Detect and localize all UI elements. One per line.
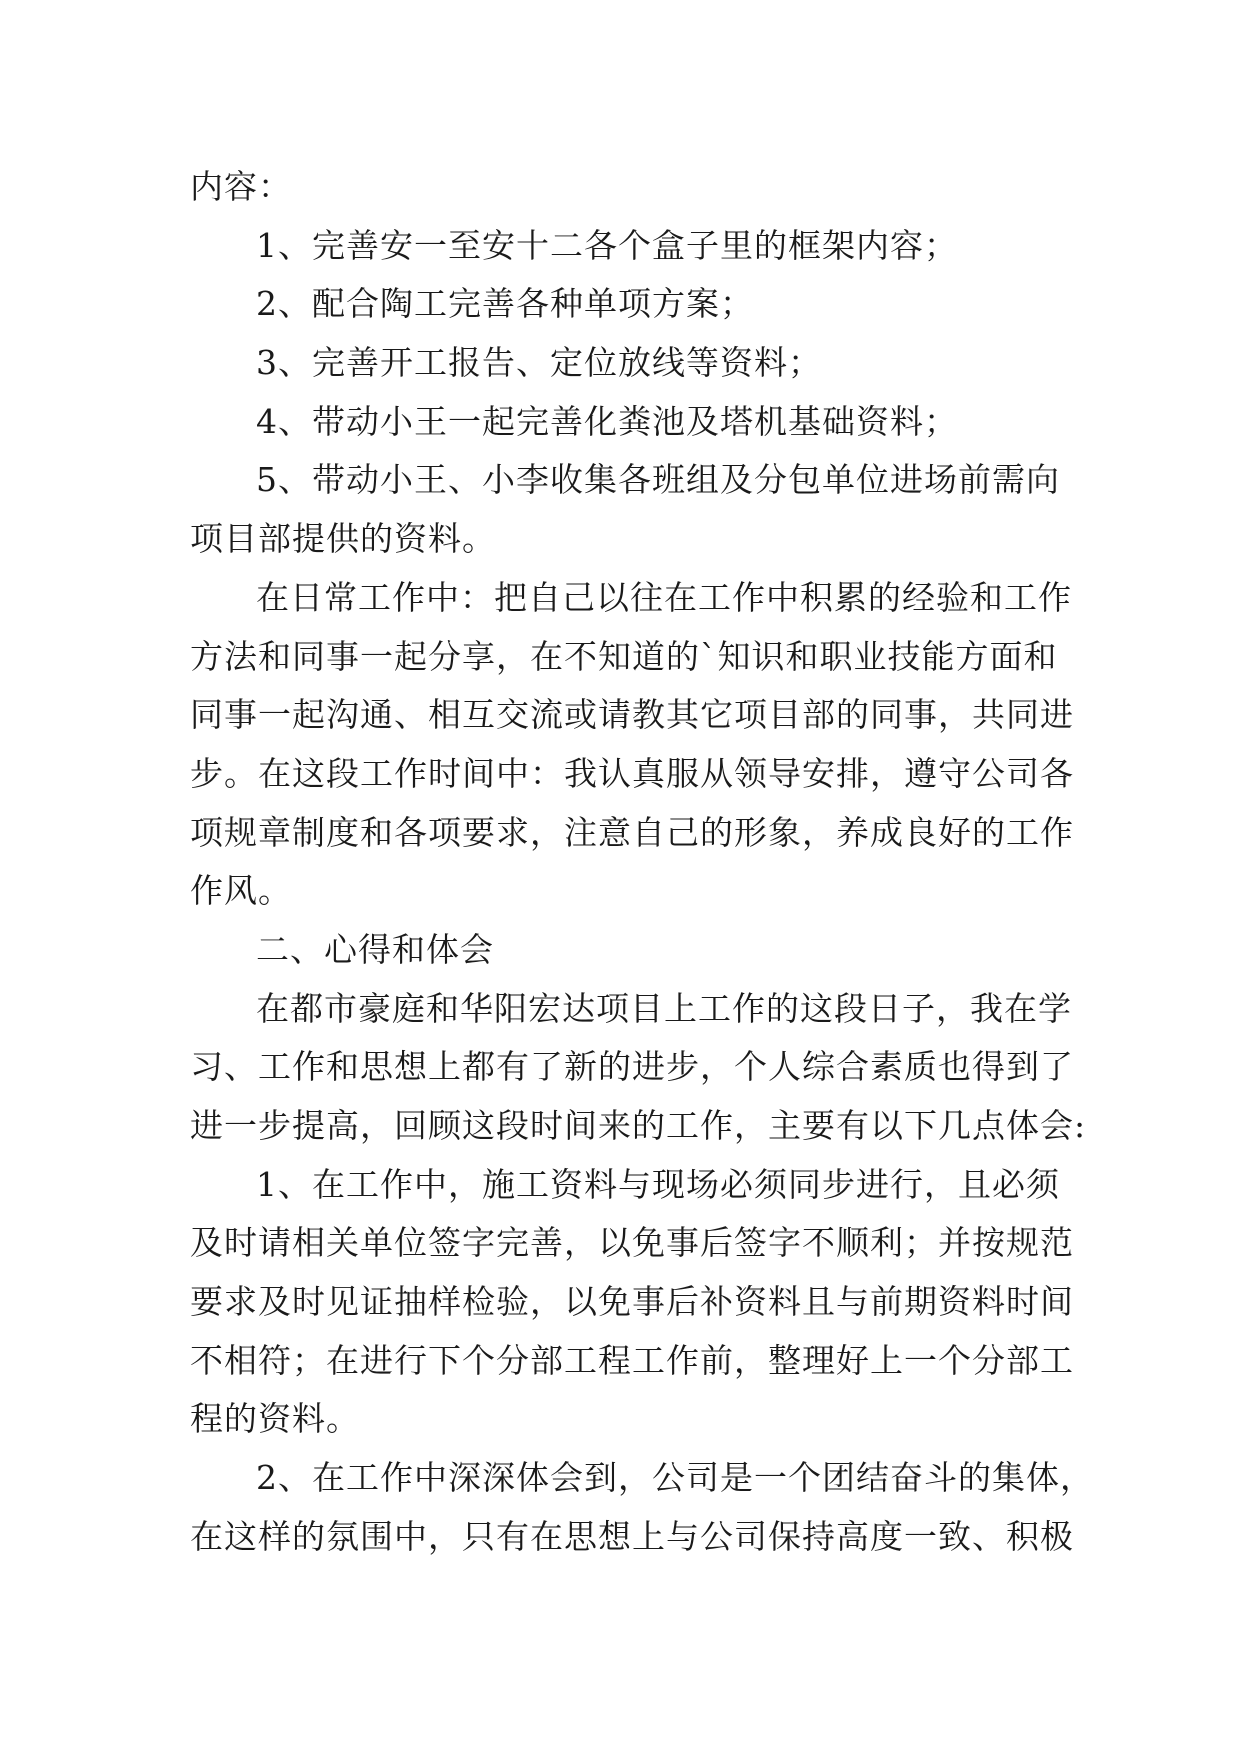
text-line: 进一步提高，回顾这段时间来的工作，主要有以下几点体会:	[190, 1106, 1087, 1145]
section-heading: 二、心得和体会	[256, 929, 494, 969]
text-line: 3、完善开工报告、定位放线等资料；	[256, 343, 822, 383]
text-line: 项目部提供的资料。	[190, 519, 496, 559]
text-line: 及时请相关单位签字完善，以免事后签字不顺利；并按规范	[190, 1223, 1074, 1263]
text-line: 1、在工作中，施工资料与现场必须同步进行，且必须	[256, 1164, 1060, 1204]
document-body	[190, 158, 1094, 1567]
text-line: 作风。	[190, 871, 292, 911]
text-line: 方法和同事一起分享，在不知道的`知识和职业技能方面和	[190, 636, 1058, 676]
text-line: 习、工作和思想上都有了新的进步，个人综合素质也得到了	[190, 1047, 1074, 1087]
text-line: 不相符；在进行下个分部工程工作前，整理好上一个分部工	[190, 1340, 1074, 1380]
text-line: 项规章制度和各项要求，注意自己的形象，养成良好的工作	[190, 812, 1074, 852]
text-line: 在都市豪庭和华阳宏达项目上工作的这段日子，我在学	[256, 988, 1072, 1028]
text-line: 在日常工作中：把自己以往在工作中积累的经验和工作	[256, 577, 1072, 617]
text-line: 在这样的氛围中，只有在思想上与公司保持高度一致、积极	[190, 1516, 1074, 1556]
text-line: 内容：	[190, 167, 292, 206]
text-line: 2、在工作中深深体会到，公司是一个团结奋斗的集体，	[256, 1458, 1094, 1498]
text-line: 要求及时见证抽样检验，以免事后补资料且与前期资料时间	[190, 1282, 1074, 1322]
text-line: 2、配合陶工完善各种单项方案；	[256, 284, 754, 324]
text-line: 1、完善安一至安十二各个盒子里的框架内容；	[256, 225, 958, 265]
text-line: 同事一起沟通、相互交流或请教其它项目部的同事，共同进	[190, 695, 1074, 735]
text-line: 5、带动小王、小李收集各班组及分包单位进场前需向	[256, 460, 1060, 500]
text-line: 4、带动小王一起完善化粪池及塔机基础资料；	[256, 401, 958, 441]
text-line: 步。在这段工作时间中：我认真服从领导安排，遵守公司各	[190, 753, 1074, 793]
text-line: 程的资料。	[190, 1399, 360, 1439]
